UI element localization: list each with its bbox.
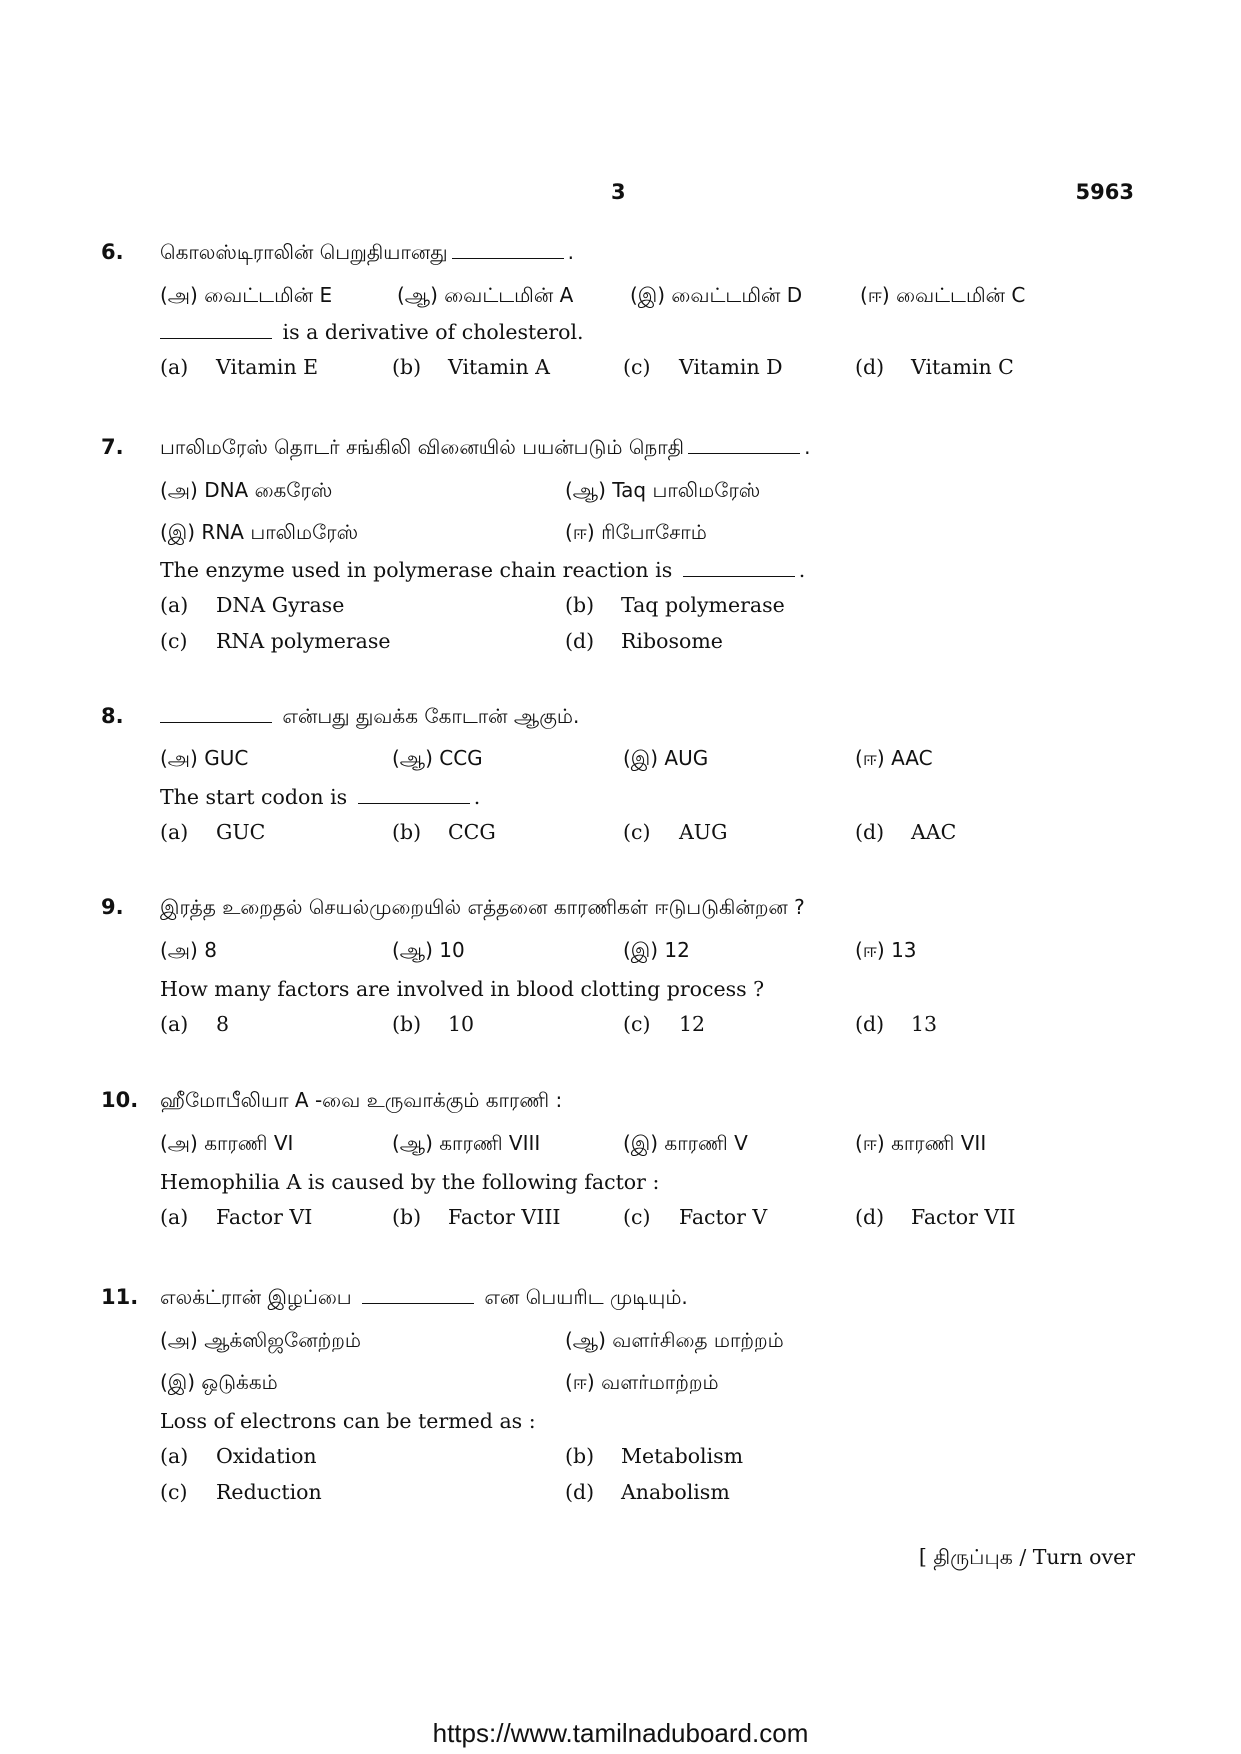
option-tamil: (ஆ) 10 xyxy=(392,938,465,962)
option-english: (a) Oxidation xyxy=(160,1444,317,1468)
option-english: (b) Factor VIII xyxy=(392,1205,561,1229)
option-tamil: (ஆ) காரணி VIII xyxy=(392,1131,541,1155)
option-english: (c) Reduction xyxy=(160,1480,322,1504)
option-tamil: (ஈ) காரணி VII xyxy=(855,1131,987,1155)
option-tamil: (அ) வைட்டமின் E xyxy=(160,283,333,307)
turn-over-note: [ திருப்புக / Turn over xyxy=(918,1545,1135,1569)
question-number: 9. xyxy=(101,895,124,919)
option-tamil: (இ) AUG xyxy=(623,746,709,770)
question-number: 10. xyxy=(101,1088,139,1112)
option-english: (a) Factor VI xyxy=(160,1205,313,1229)
option-tamil: (ஈ) வைட்டமின் C xyxy=(860,283,1026,307)
option-english: (a) GUC xyxy=(160,820,266,844)
answer-blank xyxy=(160,721,272,723)
question-text-english: is a derivative of cholesterol. xyxy=(160,320,584,344)
option-english: (c) 12 xyxy=(623,1012,706,1036)
answer-blank xyxy=(160,337,272,339)
option-tamil: (அ) ஆக்ஸிஜனேற்றம் xyxy=(160,1328,361,1352)
option-tamil: (ஈ) ரிபோசோம் xyxy=(565,520,707,544)
answer-blank xyxy=(683,575,795,577)
option-tamil: (ஆ) Taq பாலிமரேஸ் xyxy=(565,478,761,502)
option-tamil: (இ) 12 xyxy=(623,938,690,962)
option-tamil: (இ) RNA பாலிமரேஸ் xyxy=(160,520,359,544)
option-tamil: (இ) வைட்டமின் D xyxy=(630,283,803,307)
question-number: 11. xyxy=(101,1285,139,1309)
option-tamil: (இ) காரணி V xyxy=(623,1131,748,1155)
question-text-english: Hemophilia A is caused by the following factor : xyxy=(160,1170,660,1194)
option-english: (b) Vitamin A xyxy=(392,355,550,379)
option-tamil: (ஆ) CCG xyxy=(392,746,483,770)
option-tamil: (அ) DNA கைரேஸ் xyxy=(160,478,333,502)
answer-blank xyxy=(362,1302,474,1304)
website-url[interactable]: https://www.tamilnaduboard.com xyxy=(432,1718,809,1748)
paper-code: 5963 xyxy=(1075,180,1134,204)
answer-blank xyxy=(688,452,800,454)
option-english: (d) Anabolism xyxy=(565,1480,730,1504)
option-tamil: (அ) காரணி VI xyxy=(160,1131,294,1155)
question-number: 8. xyxy=(101,704,124,728)
option-english: (c) Vitamin D xyxy=(623,355,783,379)
page-number: 3 xyxy=(611,180,626,204)
option-english: (d) 13 xyxy=(855,1012,938,1036)
option-tamil: (ஈ) AAC xyxy=(855,746,933,770)
question-number: 6. xyxy=(101,240,124,264)
option-english: (d) AAC xyxy=(855,820,957,844)
question-text-tamil: எலக்ட்ரான் இழப்பை என பெயரிட முடியும். xyxy=(160,1285,688,1309)
option-tamil: (ஆ) வளர்சிதை மாற்றம் xyxy=(565,1328,784,1352)
option-english: (c) Factor V xyxy=(623,1205,768,1229)
option-tamil: (ஈ) வளர்மாற்றம் xyxy=(565,1370,719,1394)
question-text-tamil: கொலஸ்டிராலின் பெறுதியானது . xyxy=(160,240,574,264)
option-english: (a) Vitamin E xyxy=(160,355,319,379)
question-text-tamil: இரத்த உறைதல் செயல்முறையில் எத்தனை காரணிகள் ஈடுபடுகின்றன ? xyxy=(160,895,805,919)
question-text-english: Loss of electrons can be termed as : xyxy=(160,1409,536,1433)
answer-blank xyxy=(452,257,564,259)
answer-blank xyxy=(358,802,470,804)
option-tamil: (இ) ஒடுக்கம் xyxy=(160,1370,278,1394)
option-english: (c) AUG xyxy=(623,820,728,844)
option-english: (d) Ribosome xyxy=(565,629,723,653)
question-text-english: How many factors are involved in blood clotting process ? xyxy=(160,977,765,1001)
option-english: (b) CCG xyxy=(392,820,496,844)
question-text-tamil: என்பது துவக்க கோடான் ஆகும். xyxy=(160,704,579,731)
option-english: (b) Taq polymerase xyxy=(565,593,785,617)
option-tamil: (அ) GUC xyxy=(160,746,249,770)
option-english: (a) DNA Gyrase xyxy=(160,593,345,617)
option-tamil: (ஆ) வைட்டமின் A xyxy=(397,283,574,307)
question-text-tamil: பாலிமரேஸ் தொடர் சங்கிலி வினையில் பயன்படும் நொதி . xyxy=(160,435,811,459)
option-english: (d) Factor VII xyxy=(855,1205,1016,1229)
question-text-tamil: ஹீமோபீலியா A -வை உருவாக்கும் காரணி : xyxy=(160,1088,563,1112)
option-tamil: (ஈ) 13 xyxy=(855,938,917,962)
option-english: (d) Vitamin C xyxy=(855,355,1014,379)
option-tamil: (அ) 8 xyxy=(160,938,217,962)
question-text-english: The enzyme used in polymerase chain reaction is . xyxy=(160,558,806,582)
option-english: (a) 8 xyxy=(160,1012,230,1036)
option-english: (c) RNA polymerase xyxy=(160,629,391,653)
question-number: 7. xyxy=(101,435,124,459)
option-english: (b) 10 xyxy=(392,1012,475,1036)
question-text-english: The start codon is . xyxy=(160,785,481,809)
option-english: (b) Metabolism xyxy=(565,1444,744,1468)
